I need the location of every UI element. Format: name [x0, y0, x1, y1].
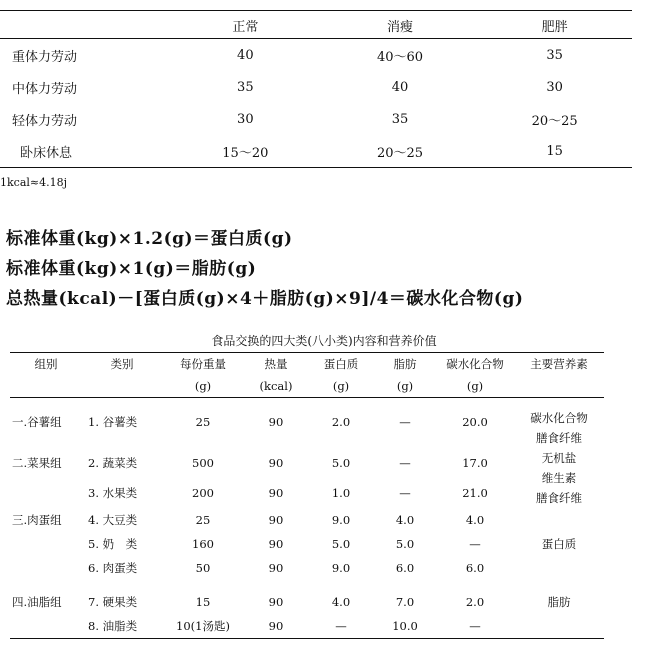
nutrients: [514, 448, 604, 508]
kcal: 90: [268, 595, 284, 609]
table-row: [10, 448, 604, 478]
row-label: 重体力劳动: [12, 49, 78, 65]
row-label: 轻体力劳动: [12, 113, 78, 129]
category: 1. 谷薯类: [88, 415, 138, 430]
kcal: 90: [268, 456, 284, 470]
weight: 50: [195, 561, 211, 575]
protein: —: [308, 614, 374, 639]
nutrient: 膳食纤维: [536, 491, 582, 505]
carb: 6.0: [465, 561, 485, 575]
col-protein: 蛋白质: [308, 353, 374, 376]
table-row: [10, 508, 604, 532]
table-row: [0, 39, 632, 72]
col-kcal: 热量: [244, 353, 308, 376]
carb: 2.0: [465, 595, 485, 609]
protein: 5.0: [331, 456, 351, 470]
category: 2. 蔬菜类: [88, 456, 138, 470]
weight: 10(1汤匙): [162, 614, 244, 639]
category: 4. 大豆类: [88, 513, 138, 527]
nutrient: 无机盐: [541, 451, 577, 465]
weight: 500: [192, 456, 214, 470]
fat: 5.0: [395, 537, 415, 551]
unit-weight: (g): [162, 375, 244, 398]
unit-group: [10, 375, 82, 398]
header-row-labels: [10, 353, 604, 376]
unit-fat: (g): [374, 375, 436, 398]
kcal: 90: [268, 486, 284, 500]
group-name: 二.菜果组: [12, 456, 62, 470]
nutrients: [514, 590, 604, 614]
cell: 40: [237, 47, 254, 63]
table-row: [10, 408, 604, 436]
header-normal: 正常: [168, 12, 323, 39]
protein: 4.0: [331, 595, 351, 609]
col-carb: 碳水化合物: [436, 353, 514, 376]
nutrient: 碳水化合物: [530, 411, 588, 425]
col-nutrients: 主要营养素: [514, 353, 604, 376]
header-blank: [0, 12, 168, 39]
cell: 40～60: [376, 49, 424, 65]
kcal: 90: [268, 561, 284, 575]
unit-kcal: (kcal): [244, 375, 308, 398]
fat: —: [399, 415, 411, 430]
food-exchange-caption: 食品交换的四大类(八小类)内容和营养价值: [211, 334, 437, 348]
unit-category: [82, 375, 162, 398]
fat: 10.0: [374, 614, 436, 639]
kcal: 90: [268, 537, 284, 551]
weight: 160: [192, 537, 214, 551]
group-name: 一.谷薯组: [12, 415, 62, 430]
carb: 17.0: [462, 456, 488, 470]
cell: 15～20: [168, 135, 323, 168]
category: 3. 水果类: [88, 486, 138, 500]
cell: 20～25: [323, 135, 478, 168]
group-name: 三.肉蛋组: [12, 513, 62, 527]
unit-protein: (g): [308, 375, 374, 398]
carb: —: [469, 537, 481, 551]
fat: 7.0: [395, 595, 415, 609]
table-row: [10, 614, 604, 639]
col-group: 组别: [10, 353, 82, 376]
nutrients: [514, 508, 604, 580]
carb: 21.0: [462, 486, 488, 500]
category: 8. 油脂类: [82, 614, 162, 639]
cell: 20～25: [531, 113, 578, 129]
carb-formula: 总热量(kcal)－[蛋白质(g)×4＋脂肪(g)×9]/4＝碳水化合物(g): [6, 289, 524, 309]
carb: 20.0: [462, 415, 488, 430]
unit-note: 1kcal≈4.18j: [0, 176, 68, 189]
protein: 9.0: [331, 513, 351, 527]
group-name: 四.油脂组: [12, 595, 62, 609]
header-obese: 肥胖: [477, 12, 632, 39]
energy-table: [0, 12, 632, 168]
nutrients: [514, 408, 604, 448]
table-row: [0, 103, 632, 135]
weight: 15: [195, 595, 211, 609]
col-fat: 脂肪: [374, 353, 436, 376]
category: 7. 硬果类: [88, 595, 138, 609]
header-thin: 消瘦: [323, 12, 478, 39]
weight: 200: [192, 486, 214, 500]
cell: 35: [546, 47, 563, 63]
col-weight: 每份重量: [162, 353, 244, 376]
table1-top-rule: [0, 10, 632, 11]
row-label: 卧床休息: [0, 135, 168, 168]
cell: 40: [391, 79, 409, 95]
header-row-units: [10, 375, 604, 398]
row-label: 中体力劳动: [12, 81, 78, 97]
table-row: [0, 71, 632, 103]
kcal: 90: [268, 415, 284, 430]
carb: 4.0: [465, 513, 485, 527]
nutrient: 脂肪: [547, 595, 571, 609]
nutrient: 蛋白质: [541, 537, 577, 551]
weight: 25: [195, 415, 211, 430]
fat: —: [399, 486, 411, 500]
nutrient: 维生素: [541, 471, 577, 485]
fat: 4.0: [395, 513, 415, 527]
col-category: 类别: [82, 353, 162, 376]
food-exchange-table-wrap: [10, 352, 604, 639]
cell: 35: [391, 111, 409, 127]
table-row: [10, 590, 604, 614]
category: 5. 奶 类: [88, 537, 138, 551]
fat-formula: 标准体重(kg)×1(g)＝脂肪(g): [6, 259, 257, 279]
cell: 15: [477, 135, 632, 168]
cell: 30: [546, 79, 563, 95]
kcal: 90: [268, 513, 284, 527]
unit-nutrients: [514, 375, 604, 398]
cell: 35: [237, 79, 254, 95]
fat: 6.0: [395, 561, 415, 575]
energy-table-header: [0, 12, 632, 39]
protein: 1.0: [331, 486, 351, 500]
protein: 9.0: [331, 561, 351, 575]
table-row: [0, 135, 632, 168]
cell: 30: [237, 111, 254, 127]
carb: —: [436, 614, 514, 639]
fat: —: [399, 456, 411, 470]
protein: 2.0: [331, 415, 351, 430]
protein: 5.0: [331, 537, 351, 551]
food-exchange-table: [10, 352, 604, 639]
weight: 25: [195, 513, 211, 527]
unit-carb: (g): [436, 375, 514, 398]
nutrient: 膳食纤维: [536, 431, 582, 445]
category: 6. 肉蛋类: [88, 561, 138, 575]
kcal: 90: [244, 614, 308, 639]
protein-formula: 标准体重(kg)×1.2(g)＝蛋白质(g): [6, 229, 293, 249]
